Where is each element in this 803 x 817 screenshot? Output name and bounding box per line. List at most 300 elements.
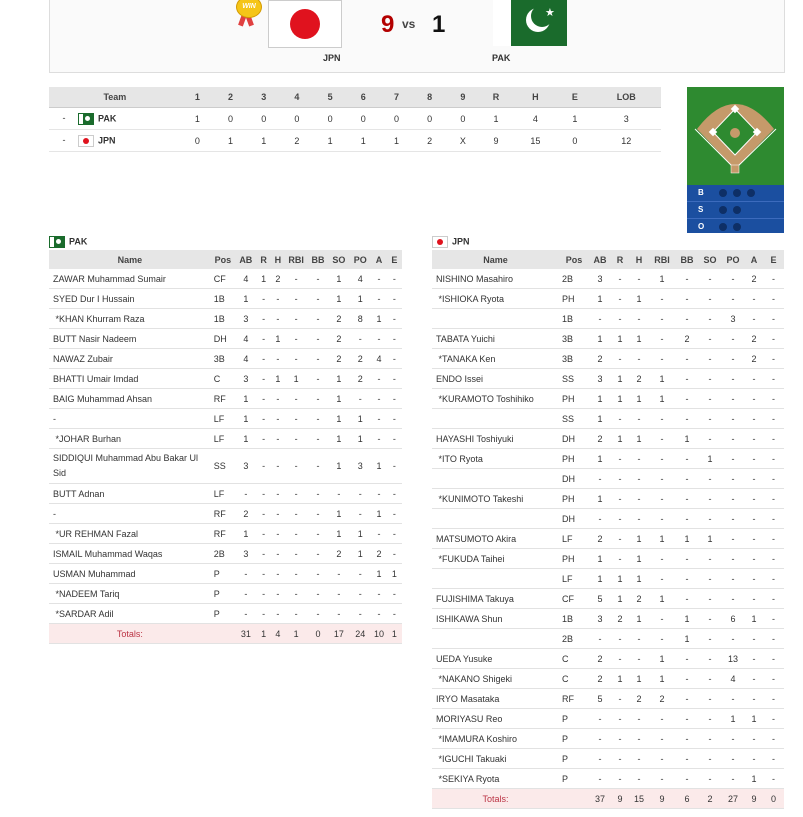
stat-cell: -: [699, 489, 721, 509]
stat-cell: -: [763, 269, 784, 289]
stat-cell: 1: [611, 589, 629, 609]
linescore-cell: 0: [347, 108, 380, 130]
stat-cell: -: [629, 449, 649, 469]
game-header: [49, 0, 785, 73]
stat-cell: -: [675, 449, 699, 469]
stat-cell: -: [649, 509, 675, 529]
stat-cell: -: [329, 484, 349, 504]
stat-cell: -: [629, 649, 649, 669]
stat-cell: -: [257, 544, 271, 564]
column-header: RBI: [649, 250, 675, 269]
stat-cell: 1: [589, 289, 611, 309]
stat-cell: -: [629, 269, 649, 289]
linescore-cell: 1: [380, 130, 413, 152]
stat-cell: -: [235, 564, 256, 584]
player-name: *SARDAR Adil: [49, 604, 211, 624]
player-row: [432, 669, 784, 689]
stat-cell: -: [675, 469, 699, 489]
stat-cell: -: [307, 389, 328, 409]
stat-cell: -: [745, 429, 763, 449]
stat-cell: 1: [329, 269, 349, 289]
player-position: RF: [211, 524, 235, 544]
linescore-cell: 1: [347, 130, 380, 152]
player-name: -: [49, 409, 211, 429]
stat-cell: -: [763, 429, 784, 449]
player-position: SS: [559, 409, 589, 429]
player-position: 1B: [559, 309, 589, 329]
column-header: BB: [307, 250, 328, 269]
player-row: [49, 544, 402, 564]
player-position: 3B: [559, 329, 589, 349]
stat-cell: -: [387, 484, 402, 504]
stat-cell: -: [699, 769, 721, 789]
player-name: *IMAMURA Koshiro: [432, 729, 559, 749]
stat-cell: -: [257, 329, 271, 349]
stat-cell: -: [611, 349, 629, 369]
stat-cell: -: [371, 389, 386, 409]
stat-cell: -: [387, 369, 402, 389]
totals-cell: 0: [763, 789, 784, 809]
stat-cell: 6: [721, 609, 745, 629]
stat-cell: 3: [235, 449, 256, 484]
stat-cell: -: [257, 429, 271, 449]
stat-cell: -: [349, 389, 371, 409]
stat-cell: -: [257, 289, 271, 309]
stat-cell: 1: [611, 389, 629, 409]
stat-cell: -: [649, 469, 675, 489]
stat-cell: -: [371, 524, 386, 544]
stat-cell: -: [271, 309, 285, 329]
stat-cell: -: [307, 484, 328, 504]
linescore-cell: 2: [280, 130, 313, 152]
stat-cell: -: [371, 269, 386, 289]
stat-cell: -: [649, 289, 675, 309]
player-name: -: [49, 504, 211, 524]
linescore-cell: 1: [313, 130, 346, 152]
linescore-cell: 4: [513, 108, 559, 130]
player-row: [49, 564, 402, 584]
stat-cell: -: [745, 449, 763, 469]
player-position: P: [211, 604, 235, 624]
totals-cell: 0: [307, 624, 328, 644]
stat-cell: -: [721, 469, 745, 489]
player-position: P: [211, 564, 235, 584]
stat-cell: -: [611, 629, 629, 649]
stat-cell: -: [371, 369, 386, 389]
stat-cell: -: [745, 629, 763, 649]
outs-row: O: [687, 219, 784, 233]
stat-cell: -: [285, 504, 307, 524]
stat-cell: -: [257, 604, 271, 624]
stat-cell: -: [257, 504, 271, 524]
stat-cell: -: [371, 289, 386, 309]
stat-cell: -: [649, 349, 675, 369]
stat-cell: -: [589, 729, 611, 749]
stat-cell: -: [589, 629, 611, 649]
stat-cell: -: [745, 569, 763, 589]
stat-cell: 1: [257, 269, 271, 289]
linescore-cell: 0: [380, 108, 413, 130]
stat-cell: -: [699, 509, 721, 529]
stat-cell: -: [721, 449, 745, 469]
player-row: [49, 449, 402, 484]
stat-cell: -: [285, 409, 307, 429]
stat-cell: -: [649, 449, 675, 469]
stat-cell: -: [629, 769, 649, 789]
stat-cell: 1: [235, 409, 256, 429]
linescore-cell: 2: [413, 130, 446, 152]
linescore-header-cell: 9: [446, 87, 479, 108]
stat-cell: -: [589, 469, 611, 489]
stat-cell: -: [763, 769, 784, 789]
stat-cell: -: [721, 329, 745, 349]
player-row: [49, 389, 402, 409]
stat-cell: 1: [611, 429, 629, 449]
stat-cell: -: [745, 289, 763, 309]
player-name: NAWAZ Zubair: [49, 349, 211, 369]
player-name: BUTT Nasir Nadeem: [49, 329, 211, 349]
stat-cell: -: [649, 549, 675, 569]
linescore-team-cell: - JPN: [49, 130, 181, 152]
player-row: [432, 269, 784, 289]
stat-cell: -: [257, 564, 271, 584]
stat-cell: -: [721, 389, 745, 409]
player-position: DH: [559, 429, 589, 449]
player-row: [49, 289, 402, 309]
stat-cell: -: [307, 504, 328, 524]
stat-cell: -: [745, 589, 763, 609]
stat-cell: -: [285, 584, 307, 604]
stat-cell: -: [611, 689, 629, 709]
stat-cell: 1: [235, 289, 256, 309]
stat-cell: -: [745, 489, 763, 509]
player-position: PH: [559, 289, 589, 309]
player-position: LF: [559, 529, 589, 549]
player-position: SS: [559, 369, 589, 389]
diamond-icon: [687, 87, 784, 185]
stat-cell: 1: [675, 429, 699, 449]
pak-batting-table: [49, 250, 402, 644]
stat-cell: -: [699, 389, 721, 409]
column-header: AB: [235, 250, 256, 269]
stat-cell: 1: [349, 289, 371, 309]
home-team-code: JPN: [323, 53, 341, 63]
player-row: [432, 389, 784, 409]
japan-flag-icon: [268, 0, 342, 48]
stat-cell: 3: [349, 449, 371, 484]
player-position: 1B: [559, 609, 589, 629]
stat-cell: -: [307, 564, 328, 584]
away-team-code: PAK: [492, 53, 511, 63]
player-name: *ISHIOKA Ryota: [432, 289, 559, 309]
stat-cell: -: [611, 449, 629, 469]
stat-cell: 1: [329, 369, 349, 389]
stat-cell: 1: [629, 529, 649, 549]
stat-cell: -: [763, 509, 784, 529]
stat-cell: 1: [675, 629, 699, 649]
player-row: [49, 484, 402, 504]
player-name: *KURAMOTO Toshihiko: [432, 389, 559, 409]
stat-cell: 2: [329, 544, 349, 564]
stat-cell: -: [699, 749, 721, 769]
stat-cell: -: [763, 549, 784, 569]
stat-cell: -: [285, 449, 307, 484]
stat-cell: 3: [589, 609, 611, 629]
stat-cell: -: [763, 409, 784, 429]
stat-cell: -: [589, 309, 611, 329]
stat-cell: -: [699, 369, 721, 389]
stat-cell: -: [649, 489, 675, 509]
stat-cell: -: [271, 524, 285, 544]
stat-cell: 1: [649, 589, 675, 609]
stat-cell: -: [387, 329, 402, 349]
stat-cell: -: [675, 649, 699, 669]
stat-cell: -: [307, 269, 328, 289]
player-row: [432, 569, 784, 589]
stat-cell: -: [675, 409, 699, 429]
stat-cell: -: [257, 409, 271, 429]
stat-cell: -: [699, 409, 721, 429]
stat-cell: -: [763, 469, 784, 489]
player-name: SYED Dur I Hussain: [49, 289, 211, 309]
player-row: [432, 609, 784, 629]
player-row: [49, 409, 402, 429]
column-header: R: [257, 250, 271, 269]
player-name: *KUNIMOTO Takeshi: [432, 489, 559, 509]
linescore-row: [49, 108, 661, 130]
column-header: SO: [329, 250, 349, 269]
player-position: P: [559, 769, 589, 789]
stat-cell: -: [629, 409, 649, 429]
stat-cell: -: [629, 729, 649, 749]
stat-cell: -: [349, 329, 371, 349]
player-position: P: [559, 709, 589, 729]
away-score: 1: [432, 11, 446, 38]
stat-cell: -: [307, 429, 328, 449]
stat-cell: 3: [589, 269, 611, 289]
field-diagram: [687, 87, 784, 233]
stat-cell: -: [235, 604, 256, 624]
jpn-box-title: JPN: [432, 236, 470, 248]
stat-cell: 1: [349, 409, 371, 429]
player-position: SS: [211, 449, 235, 484]
stat-cell: -: [387, 604, 402, 624]
player-row: [432, 729, 784, 749]
column-header: AB: [589, 250, 611, 269]
totals-spacer: [211, 624, 235, 644]
linescore-cell: 1: [479, 108, 512, 130]
stat-cell: -: [387, 584, 402, 604]
stat-cell: 3: [235, 544, 256, 564]
stat-cell: 2: [589, 649, 611, 669]
player-position: 2B: [559, 269, 589, 289]
totals-cell: 6: [675, 789, 699, 809]
linescore-cell: 0: [446, 108, 479, 130]
stat-cell: 1: [649, 669, 675, 689]
player-position: 2B: [211, 544, 235, 564]
stat-cell: -: [611, 549, 629, 569]
player-name: [432, 309, 559, 329]
stat-cell: -: [371, 484, 386, 504]
stat-cell: -: [721, 529, 745, 549]
linescore-header-cell: LOB: [591, 87, 661, 108]
stat-cell: 1: [629, 569, 649, 589]
linescore-cell: 0: [280, 108, 313, 130]
stat-cell: -: [649, 709, 675, 729]
player-row: [49, 584, 402, 604]
stat-cell: -: [235, 484, 256, 504]
stat-cell: 2: [349, 349, 371, 369]
stat-cell: -: [745, 509, 763, 529]
stat-cell: -: [699, 609, 721, 629]
stat-cell: 2: [745, 329, 763, 349]
stat-cell: 4: [349, 269, 371, 289]
stat-cell: 1: [349, 524, 371, 544]
player-row: [432, 349, 784, 369]
stat-cell: -: [611, 409, 629, 429]
stat-cell: 1: [589, 569, 611, 589]
stat-cell: -: [699, 729, 721, 749]
stat-cell: -: [745, 529, 763, 549]
pakistan-flag-icon: [49, 236, 65, 248]
stat-cell: -: [649, 629, 675, 649]
player-name: ISMAIL Muhammad Waqas: [49, 544, 211, 564]
linescore-cell: 0: [313, 108, 346, 130]
stat-cell: -: [629, 709, 649, 729]
stat-cell: -: [699, 349, 721, 369]
linescore-header-cell: 3: [247, 87, 280, 108]
stat-cell: -: [589, 749, 611, 769]
pakistan-flag-icon: [78, 113, 94, 125]
stat-cell: -: [285, 289, 307, 309]
balls-row: B: [687, 185, 784, 202]
totals-cell: 1: [257, 624, 271, 644]
player-row: [432, 529, 784, 549]
stat-cell: -: [649, 429, 675, 449]
stat-cell: -: [387, 289, 402, 309]
stat-cell: -: [721, 509, 745, 529]
totals-row: [432, 789, 784, 809]
linescore-header-cell: R: [479, 87, 512, 108]
stat-cell: 3: [589, 369, 611, 389]
stat-cell: -: [721, 689, 745, 709]
column-header: BB: [675, 250, 699, 269]
stat-cell: 2: [589, 349, 611, 369]
stat-cell: -: [611, 289, 629, 309]
stat-cell: -: [285, 484, 307, 504]
stat-cell: -: [271, 289, 285, 309]
stat-cell: -: [675, 729, 699, 749]
player-name: BHATTI Umair Imdad: [49, 369, 211, 389]
stat-cell: -: [257, 349, 271, 369]
stat-cell: -: [257, 484, 271, 504]
stat-cell: 3: [235, 309, 256, 329]
stat-cell: -: [745, 689, 763, 709]
linescore-header-cell: 2: [214, 87, 247, 108]
linescore-table: [49, 87, 661, 152]
stat-cell: 1: [349, 429, 371, 449]
stat-cell: 4: [371, 349, 386, 369]
player-name: SIDDIQUI Muhammad Abu Bakar Ul Sid: [49, 449, 211, 484]
totals-label: Totals:: [49, 624, 211, 644]
player-name: [432, 569, 559, 589]
player-row: [49, 429, 402, 449]
linescore-cell: X: [446, 130, 479, 152]
stat-cell: -: [629, 349, 649, 369]
linescore-header-cell: 8: [413, 87, 446, 108]
stat-cell: -: [307, 524, 328, 544]
stat-cell: -: [611, 649, 629, 669]
stat-cell: 13: [721, 649, 745, 669]
stat-cell: 1: [235, 389, 256, 409]
stat-cell: 2: [629, 689, 649, 709]
totals-cell: 24: [349, 624, 371, 644]
stat-cell: 1: [349, 544, 371, 564]
stat-cell: -: [675, 689, 699, 709]
stat-cell: 3: [721, 309, 745, 329]
stat-cell: -: [371, 584, 386, 604]
stat-cell: -: [371, 604, 386, 624]
stat-cell: -: [235, 584, 256, 604]
player-position: PH: [559, 549, 589, 569]
stat-cell: -: [307, 544, 328, 564]
linescore-row: [49, 130, 661, 152]
stat-cell: -: [649, 749, 675, 769]
stat-cell: 2: [329, 309, 349, 329]
stat-cell: -: [629, 309, 649, 329]
stat-cell: -: [611, 749, 629, 769]
player-name: *SEKIYA Ryota: [432, 769, 559, 789]
player-row: [49, 269, 402, 289]
stat-cell: -: [675, 549, 699, 569]
player-position: P: [559, 729, 589, 749]
player-row: [432, 489, 784, 509]
stat-cell: -: [699, 329, 721, 349]
stat-cell: -: [257, 524, 271, 544]
linescore-header-cell: 5: [313, 87, 346, 108]
stat-cell: -: [611, 489, 629, 509]
totals-cell: 10: [371, 624, 386, 644]
stat-cell: -: [721, 349, 745, 369]
stat-cell: 2: [629, 369, 649, 389]
stat-cell: 1: [329, 449, 349, 484]
player-position: CF: [559, 589, 589, 609]
stat-cell: -: [763, 289, 784, 309]
stat-cell: -: [699, 589, 721, 609]
stat-cell: -: [699, 629, 721, 649]
stat-cell: -: [285, 564, 307, 584]
player-name: TABATA Yuichi: [432, 329, 559, 349]
stat-cell: -: [649, 609, 675, 629]
player-position: LF: [211, 484, 235, 504]
player-position: C: [559, 669, 589, 689]
stat-cell: -: [629, 629, 649, 649]
player-position: PH: [559, 489, 589, 509]
totals-cell: 31: [235, 624, 256, 644]
totals-spacer: [559, 789, 589, 809]
stat-cell: -: [721, 749, 745, 769]
player-position: DH: [559, 509, 589, 529]
stat-cell: 2: [271, 269, 285, 289]
stat-cell: -: [721, 369, 745, 389]
stat-cell: -: [271, 429, 285, 449]
stat-cell: -: [721, 289, 745, 309]
stat-cell: 2: [589, 529, 611, 549]
stat-cell: -: [699, 469, 721, 489]
stat-cell: -: [763, 309, 784, 329]
column-header: Pos: [211, 250, 235, 269]
stat-cell: -: [763, 729, 784, 749]
